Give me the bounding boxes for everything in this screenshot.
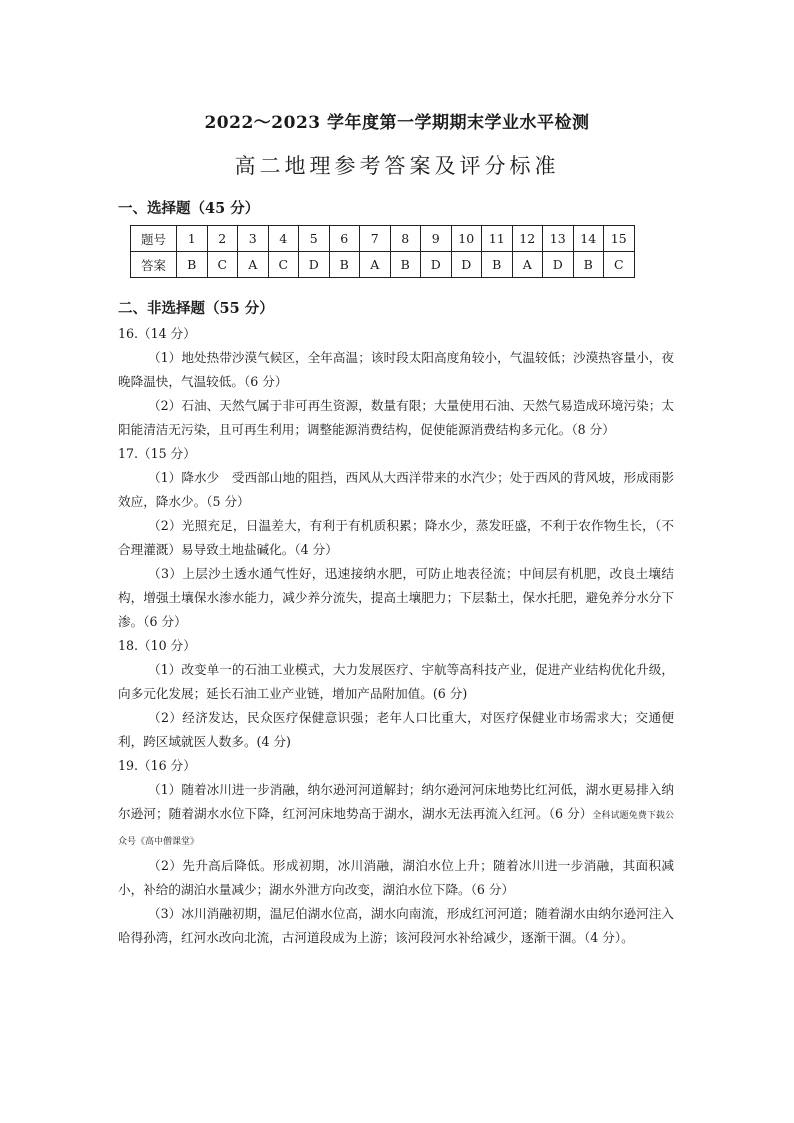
answer-cell: A: [238, 252, 269, 278]
answer-cell: C: [268, 252, 299, 278]
question-16-part-1: （1）地处热带沙漠气候区，全年高温；该时段太阳高度角较小，气温较低；沙漠热容量小，夜晚降温快，气温较低。（6 分）: [118, 350, 674, 389]
question-number: 11: [482, 226, 513, 252]
question-number: 4: [268, 226, 299, 252]
question-number: 12: [512, 226, 543, 252]
document-title: 2022～2023 学年度第一学期期末学业水平检测: [204, 113, 590, 133]
question-number: 6: [329, 226, 360, 252]
question-19-header: 19.（16 分）: [118, 758, 196, 773]
answer-cell: B: [177, 252, 208, 278]
row-label-answer: 答案: [131, 252, 177, 278]
question-17-part-2: （2）光照充足，日温差大，有利于有机质积累；降水少，蒸发旺盛，不利于农作物生长，（不合理灌溉）易导致土地盐碱化。（4 分）: [118, 518, 674, 557]
question-number: 9: [421, 226, 452, 252]
document-subtitle: 高二地理参考答案及评分标准: [234, 154, 560, 178]
download-note: 全科试题免费下载公众号《高中僧课堂》: [118, 811, 674, 847]
answer-cell: B: [329, 252, 360, 278]
answer-cell: D: [299, 252, 330, 278]
question-number: 7: [360, 226, 391, 252]
question-19-part-1-text: （1）随着冰川进一步消融，纳尔逊河河道解封；纳尔逊河河床地势比红河低，湖水更易排入纳尔逊河；随着湖水水位下降，红河河床地势高于湖水，湖水无法再流入红河。（6 分）: [118, 782, 674, 821]
question-17-part-1: （1）降水少 受西部山地的阻挡，西风从大西洋带来的水汽少；处于西风的背风坡，形成雨影效应，降水少。（5 分）: [118, 470, 674, 509]
answer-cell: C: [604, 252, 635, 278]
answer-cell: C: [207, 252, 238, 278]
question-16-header: 16.（14 分）: [118, 326, 196, 341]
question-18-header: 18.（10 分）: [118, 638, 196, 653]
question-19-part-3: （3）冰川消融初期，温尼伯湖水位高，湖水向南流，形成红河河道；随着湖水由纳尔逊河注入哈得孙湾，红河水改向北流，古河道段成为上游；该河段河水补给减少，逐渐干涸。（4 分）。: [118, 906, 674, 945]
row-label-number: 题号: [131, 226, 177, 252]
section2-heading: 二、非选择题（55 分）: [118, 300, 274, 317]
answer-cell: D: [421, 252, 452, 278]
question-19-part-2: （2）先升高后降低。形成初期，冰川消融，湖泊水位上升；随着冰川进一步消融，其面积减小，补给的湖泊水量减少；湖水外泄方向改变，湖泊水位下降。（6 分）: [118, 858, 674, 897]
answer-cell: B: [573, 252, 604, 278]
question-number: 5: [299, 226, 330, 252]
answer-cell: D: [543, 252, 574, 278]
question-number: 2: [207, 226, 238, 252]
question-18-part-2: （2）经济发达，民众医疗保健意识强；老年人口比重大，对医疗保健业市场需求大；交通便利，跨区域就医人数多。(4 分): [118, 710, 674, 749]
answer-cell: D: [451, 252, 482, 278]
answer-table: [130, 225, 635, 278]
question-number: 1: [177, 226, 208, 252]
question-number: 14: [573, 226, 604, 252]
question-number: 13: [543, 226, 574, 252]
question-number: 8: [390, 226, 421, 252]
answer-cell: B: [390, 252, 421, 278]
question-number: 10: [451, 226, 482, 252]
section1-heading: 一、选择题（45 分）: [118, 200, 260, 217]
answer-body: [118, 322, 674, 950]
answer-row: [131, 252, 635, 278]
question-18-part-1: （1）改变单一的石油工业模式，大力发展医疗、宇航等高科技产业，促进产业结构优化升级，向多元化发展；延长石油工业产业链，增加产品附加值。(6 分): [118, 662, 674, 701]
question-number-row: [131, 226, 635, 252]
question-number: 15: [604, 226, 635, 252]
question-16-part-2: （2）石油、天然气属于非可再生资源，数量有限；大量使用石油、天然气易造成环境污染；太阳能清洁无污染，且可再生利用；调整能源消费结构，促使能源消费结构多元化。（8 分）: [118, 398, 674, 437]
answer-cell: A: [512, 252, 543, 278]
question-19-part-1: [118, 778, 674, 854]
question-17-header: 17.（15 分）: [118, 446, 196, 461]
answer-cell: A: [360, 252, 391, 278]
answer-cell: B: [482, 252, 513, 278]
question-17-part-3: （3）上层沙土透水通气性好，迅速接纳水肥，可防止地表径流；中间层有机肥，改良土壤结构，增强土壤保水渗水能力，减少养分流失，提高土壤肥力；下层黏土，保水托肥，避免养分水分下渗。（6 分）: [118, 566, 674, 629]
question-number: 3: [238, 226, 269, 252]
